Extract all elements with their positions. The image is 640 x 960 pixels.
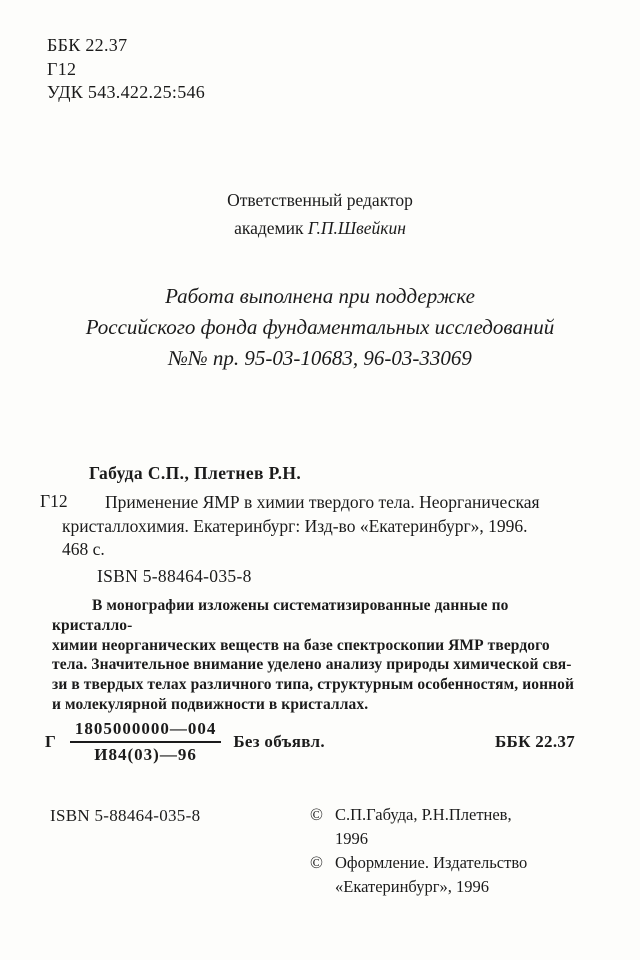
authors-heading: Габуда С.П., Плетнев Р.Н. [89, 463, 302, 483]
print-run-note: Без объявл. [233, 732, 325, 751]
grant-numbers: №№ пр. 95-03-10683, 96-03-33069 [168, 346, 472, 370]
entry-line: Применение ЯМР в химии твердого тела. Неорганическая [105, 492, 540, 512]
copyright-line: Оформление. Издательство [335, 853, 528, 872]
editor-title: Ответственный редактор [227, 190, 413, 210]
annotation-line: зи в твердых телах различного типа, структурным особенностям, ионной [52, 676, 575, 694]
annotation-line: тела. Значительное внимание уделено анализу природы химической свя- [52, 656, 572, 674]
editor-line [0, 214, 640, 242]
isbn-number: ISBN 5-88464-035-8 [97, 566, 252, 586]
catalog-denominator: И84(03)—96 [94, 745, 197, 764]
copyright-authors [310, 803, 615, 851]
copyright-design [310, 851, 615, 899]
annotation-line: В монографии изложены систематизированные данные по кристалло- [52, 597, 509, 634]
catalog-index-row [45, 719, 575, 765]
footer-isbn: ISBN 5-88464-035-8 [50, 806, 201, 825]
annotation-line: и молекулярной подвижности в кристаллах. [52, 695, 369, 713]
editor-block [0, 186, 640, 242]
support-line: Российского фонда фундаментальных исследований [85, 315, 555, 339]
editor-rank: академик [234, 218, 304, 238]
annotation-line: химии неорганических веществ на базе спектроскопии ЯМР твердого [52, 636, 550, 654]
support-line: Работа выполнена при поддержке [165, 284, 475, 308]
bbk-code-repeat: ББК 22.37 [494, 732, 575, 751]
copyright-icon: © [310, 853, 323, 872]
entry-line: кристаллохимия. Екатеринбург: Изд-во «Екатеринбург», 1996. [62, 515, 528, 536]
bbk-code: ББК 22.37 [47, 35, 128, 55]
author-sign-code: Г12 [47, 58, 77, 79]
copyright-line: 1996 [335, 829, 368, 848]
header-codes [47, 34, 205, 105]
catalog-letter: Г [45, 732, 56, 751]
copyright-design-text [335, 851, 527, 899]
editor-name: Г.П.Швейкин [307, 218, 406, 238]
entry-line: 468 с. [62, 539, 105, 559]
entry-author-sign: Г12 [40, 491, 68, 511]
grant-support-block [0, 281, 640, 374]
copyright-block [310, 803, 615, 899]
catalog-fraction [70, 719, 222, 765]
copyright-line: «Екатеринбург», 1996 [335, 877, 489, 896]
bibliographic-entry [62, 491, 580, 562]
udk-code: УДК 543.422.25:546 [47, 82, 206, 102]
annotation-paragraph [52, 596, 582, 715]
catalog-numerator: 1805000000—004 [70, 719, 222, 743]
copyright-line: С.П.Габуда, Р.Н.Плетнев, [335, 805, 512, 824]
copyright-authors-text [335, 803, 512, 851]
copyright-icon: © [310, 805, 323, 824]
